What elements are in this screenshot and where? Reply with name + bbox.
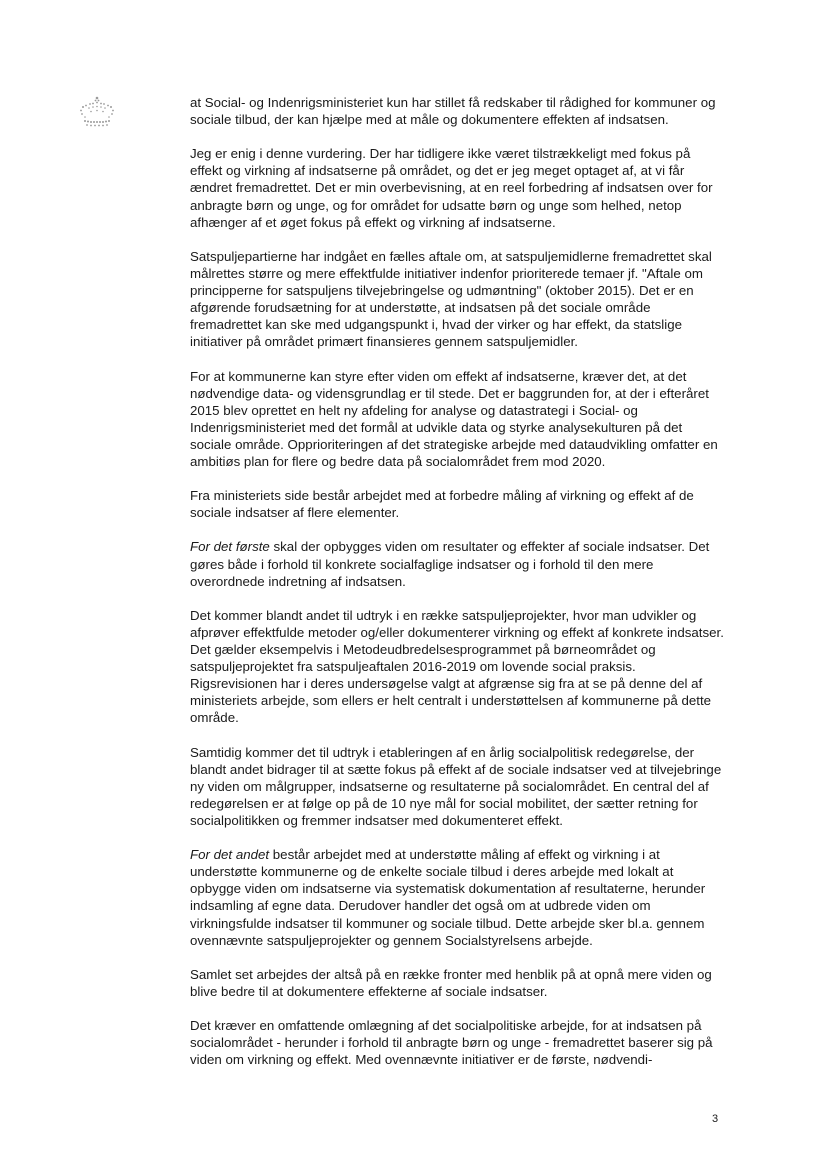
paragraph-text: består arbejdet med at understøtte måling af effekt og virkning i at understøtte kommunerne og de enkelte sociale tilbud i deres arbejde med lokalt at opbygge viden om indsatserne via systematisk dokumentation af resultaterne, herunder indsamling af egne data. Derudover handler det også om at udbrede viden om virkningsfulde indsatser til kommuner og sociale tilbud. Dette arbejde sker bl.a. gennem ovennævnte satspuljeprojekter og gennem Socialstyrelsens arbejde. xyxy=(190,847,706,948)
paragraph-lead-italic: For det første xyxy=(190,539,270,555)
paragraph: For at kommunerne kan styre efter viden om effekt af indsatserne, kræver det, at det nødvendige data- og vidensgrundlag er til stede. Det er baggrunden for, at der i efteråret 2015 blev oprettet en helt ny afdeling for analyse og datastrategi i Social- og Indenrigsministeriet med det formål at udvikle data og styrke analysekulturen på det sociale område. Opprioriteringen af det strategiske arbejde med dataudvikling omfatter en ambitiøs plan for flere og bedre data på socialområdet frem mod 2020. xyxy=(190,368,718,469)
paragraph: at Social- og Indenrigsministeriet kun har stillet få redskaber til rådighed for kommuner og sociale tilbud, der kan hjælpe med at måle og dokumentere effekten af indsatsen. xyxy=(190,95,716,128)
paragraph: Det kræver en omfattende omlægning af det socialpolitiske arbejde, for at indsatsen på socialområdet - herunder i forhold til anbragte børn og unge - fremadrettet baserer sig på viden om virkning og effekt. Med ovennævnte initiativer er de første, nødvendi- xyxy=(190,1018,713,1068)
paragraph: Fra ministeriets side består arbejdet med at forbedre måling af virkning og effekt af de sociale indsatser af flere elementer. xyxy=(190,488,694,521)
paragraph xyxy=(190,846,725,949)
paragraph-lead-italic: For det andet xyxy=(190,847,270,863)
paragraph xyxy=(190,538,725,589)
paragraph: Jeg er enig i denne vurdering. Der har tidligere ikke været tilstrækkeligt med fokus på effekt og virkning af indsatserne på området, og det er jeg meget optaget af, at vi får ændret fremadrettet. Det er min overbevisning, at en reel forbedring af indsatsen over for anbragte børn og unge, og for området for udsatte børn og unge som helhed, netop afhænger af et øget fokus på effekt og virkning af indsatserne. xyxy=(190,146,713,230)
page-number: 3 xyxy=(712,1113,719,1125)
royal-crown-logo-icon xyxy=(78,96,116,128)
letter-body xyxy=(190,94,725,1085)
paragraph: Det kommer blandt andet til udtryk i en række satspuljeprojekter, hvor man udvikler og afprøver effektfulde metoder og/eller dokumenterer virkning og effekt af konkrete indsatser. Det gælder eksempelvis i Metodeudbredelsesprogrammet på børneområdet og satspuljeprojektet fra satspuljeaftalen 2016-2019 om lovende social praksis. Rigsrevisionen har i deres undersøgelse valgt at afgrænse sig fra at se på denne del af ministeriets arbejde, som ellers er helt centralt i understøttelsen af kommunerne på dette område. xyxy=(190,607,724,726)
paragraph: Samtidig kommer det til udtryk i etableringen af en årlig socialpolitisk redegørelse, der blandt andet bidrager til at sætte fokus på effekt af de sociale indsatser ved at tilvejebringe ny viden om målgrupper, indsatserne og resultaterne på socialområdet. En central del af redegørelsen er at følge op på de 10 nye mål for social mobilitet, der sætter retning for socialpolitikken og fremmer indsatser med dokumenteret effekt. xyxy=(190,744,722,828)
paragraph: Samlet set arbejdes der altså på en række fronter med henblik på at opnå mere viden og blive bedre til at dokumentere effekterne af sociale indsatser. xyxy=(190,966,712,999)
paragraph: Satspuljepartierne har indgået en fælles aftale om, at satspuljemidlerne fremadrettet skal målrettes større og mere effektfulde initiativer indenfor prioriterede temaer jf. "Aftale om principperne for satspuljens tilvejebringelse og udmøntning" (oktober 2015). Det er en afgørende forudsætning for at understøtte, at indsatsen på det sociale område fremadrettet kan ske med udgangspunkt i, hvad der virker og har effekt, da statslige initiativer på området primært finansieres gennem satspuljemidler. xyxy=(190,248,712,350)
paragraph-text: skal der opbygges viden om resultater og effekter af sociale indsatser. Det gøres både i forhold til konkrete socialfaglige indsatser og i forhold til den mere overordnede indretning af indsatsen. xyxy=(190,539,710,589)
